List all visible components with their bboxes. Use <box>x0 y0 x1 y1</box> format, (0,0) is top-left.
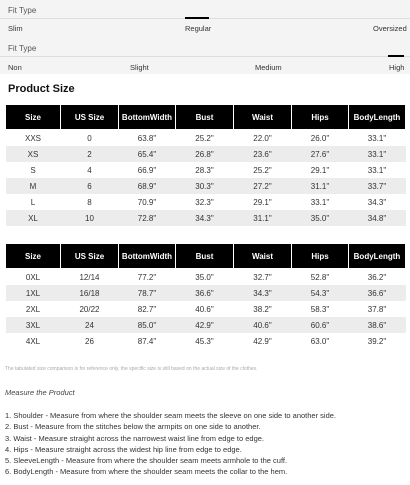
cell-bust: 26.8" <box>176 146 234 162</box>
fit-option-non: Non <box>8 63 22 72</box>
cell-body-length: 33.1" <box>349 162 406 178</box>
fit-type-label: Fit Type <box>8 6 37 15</box>
cell-bottom-width: 68.9" <box>119 178 176 194</box>
cell-us-size: 6 <box>61 178 119 194</box>
cell-size: 2XL <box>6 301 61 317</box>
cell-body-length: 37.8" <box>349 301 406 317</box>
cell-size: S <box>6 162 61 178</box>
cell-waist: 29.1" <box>234 194 292 210</box>
cell-bottom-width: 78.7" <box>119 285 176 301</box>
cell-bust: 34.3" <box>176 210 234 226</box>
col-header-bottom-width: BottomWidth <box>119 105 176 130</box>
fit-scale-line <box>0 56 410 57</box>
table-row <box>6 333 406 349</box>
cell-size: M <box>6 178 61 194</box>
product-size-title: Product Size <box>8 83 75 95</box>
measure-title: Measure the Product <box>5 388 75 397</box>
cell-us-size: 0 <box>61 130 119 147</box>
col-header-us-size: US Size <box>61 105 119 130</box>
cell-waist: 22.0" <box>234 130 292 147</box>
table-row <box>6 317 406 333</box>
fit-option-slight: Slight <box>130 63 149 72</box>
cell-hips: 33.1" <box>292 194 349 210</box>
col-header-us-size: US Size <box>61 244 119 269</box>
cell-bust: 25.2" <box>176 130 234 147</box>
col-header-size: Size <box>6 244 61 269</box>
col-header-body-length: BodyLength <box>349 105 406 130</box>
cell-waist: 34.3" <box>234 285 292 301</box>
cell-bust: 40.6" <box>176 301 234 317</box>
cell-size: L <box>6 194 61 210</box>
cell-us-size: 2 <box>61 146 119 162</box>
table-row <box>6 194 406 210</box>
fit-option-regular: Regular <box>185 24 212 33</box>
cell-hips: 54.3" <box>292 285 349 301</box>
cell-bust: 30.3" <box>176 178 234 194</box>
cell-body-length: 39.2" <box>349 333 406 349</box>
cell-body-length: 34.8" <box>349 210 406 226</box>
cell-waist: 32.7" <box>234 269 292 286</box>
cell-hips: 29.1" <box>292 162 349 178</box>
cell-hips: 31.1" <box>292 178 349 194</box>
cell-size: 4XL <box>6 333 61 349</box>
cell-us-size: 10 <box>61 210 119 226</box>
measure-item: 2. Bust - Measure from the stitches below the armpits on one side to another. <box>5 422 261 432</box>
col-header-bottom-width: BottomWidth <box>119 244 176 269</box>
cell-hips: 26.0" <box>292 130 349 147</box>
cell-body-length: 36.2" <box>349 269 406 286</box>
cell-bust: 28.3" <box>176 162 234 178</box>
cell-bust: 45.3" <box>176 333 234 349</box>
cell-waist: 23.6" <box>234 146 292 162</box>
table-row <box>6 301 406 317</box>
cell-hips: 27.6" <box>292 146 349 162</box>
measure-item: 1. Shoulder - Measure from where the shoulder seam meets the sleeve on one side to another side. <box>5 411 337 420</box>
fit-type-slider-2 <box>0 38 410 74</box>
cell-size: XL <box>6 210 61 226</box>
col-header-bust: Bust <box>176 105 234 130</box>
cell-bottom-width: 87.4" <box>119 333 176 349</box>
cell-bottom-width: 70.9" <box>119 194 176 210</box>
cell-waist: 42.9" <box>234 333 292 349</box>
cell-us-size: 20/22 <box>61 301 119 317</box>
cell-us-size: 16/18 <box>61 285 119 301</box>
cell-body-length: 34.3" <box>349 194 406 210</box>
size-table <box>5 104 406 226</box>
cell-us-size: 12/14 <box>61 269 119 286</box>
fit-selected-marker <box>185 17 209 19</box>
cell-size: XXS <box>6 130 61 147</box>
fit-option-oversized: Oversized <box>373 24 407 33</box>
table-row <box>6 162 406 178</box>
cell-waist: 38.2" <box>234 301 292 317</box>
plus-size-table <box>5 243 406 349</box>
cell-bust: 32.3" <box>176 194 234 210</box>
measure-list <box>5 411 336 479</box>
cell-hips: 58.3" <box>292 301 349 317</box>
measure-item: 5. SleeveLength - Measure from where the shoulder seam meets armhole to the cuff. <box>5 456 288 466</box>
cell-bottom-width: 63.8" <box>119 130 176 147</box>
cell-bottom-width: 65.4" <box>119 146 176 162</box>
cell-bottom-width: 85.0" <box>119 317 176 333</box>
fit-type-slider-1 <box>0 0 410 38</box>
col-header-size: Size <box>6 105 61 130</box>
cell-hips: 52.8" <box>292 269 349 286</box>
cell-bust: 42.9" <box>176 317 234 333</box>
cell-size: 1XL <box>6 285 61 301</box>
fit-type-label: Fit Type <box>8 44 37 53</box>
col-header-bust: Bust <box>176 244 234 269</box>
cell-waist: 40.6" <box>234 317 292 333</box>
cell-body-length: 33.1" <box>349 130 406 147</box>
fit-selected-marker <box>388 55 404 57</box>
cell-us-size: 26 <box>61 333 119 349</box>
cell-hips: 60.6" <box>292 317 349 333</box>
size-note: The tabulated size comparison is for reference only, the specific size is still based on the actual size of the clothes. <box>5 366 258 372</box>
cell-size: 0XL <box>6 269 61 286</box>
table-row <box>6 269 406 286</box>
table-row <box>6 146 406 162</box>
cell-size: 3XL <box>6 317 61 333</box>
table-row <box>6 178 406 194</box>
cell-waist: 31.1" <box>234 210 292 226</box>
cell-us-size: 4 <box>61 162 119 178</box>
cell-hips: 35.0" <box>292 210 349 226</box>
col-header-body-length: BodyLength <box>349 244 406 269</box>
size-table-header <box>6 105 406 130</box>
cell-body-length: 33.7" <box>349 178 406 194</box>
fit-option-high: High <box>389 63 405 72</box>
fit-option-medium: Medium <box>255 63 282 72</box>
col-header-hips: Hips <box>292 244 349 269</box>
cell-waist: 25.2" <box>234 162 292 178</box>
cell-body-length: 33.1" <box>349 146 406 162</box>
cell-us-size: 24 <box>61 317 119 333</box>
col-header-waist: Waist <box>234 244 292 269</box>
cell-bottom-width: 82.7" <box>119 301 176 317</box>
cell-bottom-width: 77.2" <box>119 269 176 286</box>
col-header-hips: Hips <box>292 105 349 130</box>
col-header-waist: Waist <box>234 105 292 130</box>
measure-item: 3. Waist - Measure straight across the narrowest waist line from edge to edge. <box>5 433 265 443</box>
cell-bust: 36.6" <box>176 285 234 301</box>
fit-option-slim: Slim <box>8 24 23 33</box>
table-row <box>6 130 406 147</box>
cell-bust: 35.0" <box>176 269 234 286</box>
measure-item: 6. BodyLength - Measure from where the shoulder seam meets the collar to the hem. <box>5 467 288 477</box>
measure-item: 4. Hips - Measure straight across the widest hip line from edge to edge. <box>5 444 242 454</box>
cell-size: XS <box>6 146 61 162</box>
cell-bottom-width: 66.9" <box>119 162 176 178</box>
cell-us-size: 8 <box>61 194 119 210</box>
table-row <box>6 285 406 301</box>
plus-size-table-header <box>6 244 406 269</box>
table-row <box>6 210 406 226</box>
cell-hips: 63.0" <box>292 333 349 349</box>
cell-waist: 27.2" <box>234 178 292 194</box>
cell-bottom-width: 72.8" <box>119 210 176 226</box>
cell-body-length: 36.6" <box>349 285 406 301</box>
cell-body-length: 38.6" <box>349 317 406 333</box>
